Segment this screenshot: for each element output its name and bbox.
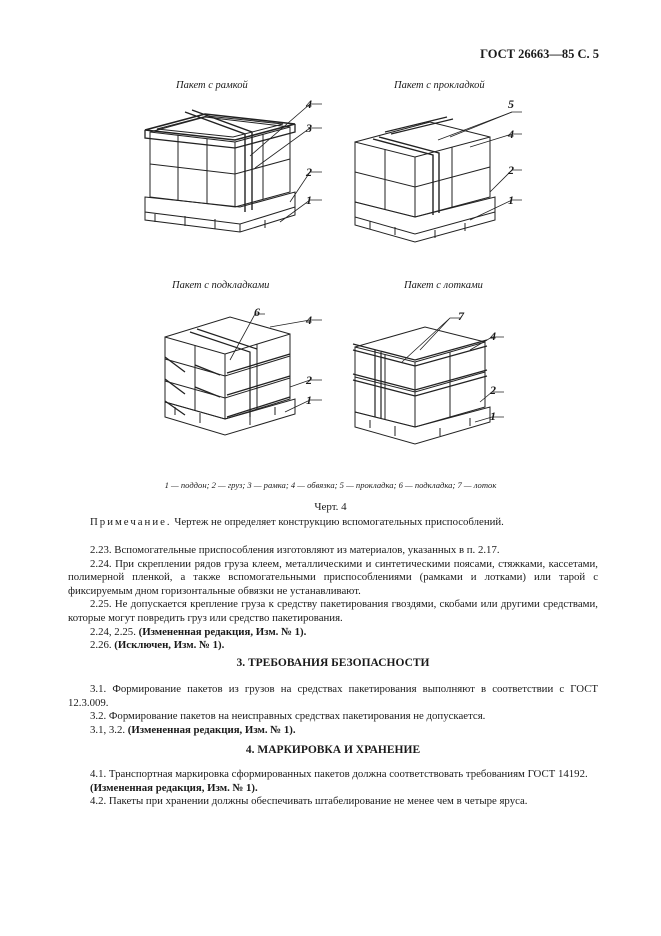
section-2-paragraphs xyxy=(68,544,598,653)
revision-number: 3.1, 3.2. xyxy=(90,723,126,736)
note-label: Примечание. xyxy=(90,516,172,528)
caption-frame-package: Пакет с рамкой xyxy=(176,80,248,91)
paragraph-2-26-number: 2.26. xyxy=(90,639,112,652)
section-3-paragraphs xyxy=(68,683,598,737)
paragraph-2-26-note: (Исключен, Изм. № 1). xyxy=(114,639,225,652)
revision-note: (Измененная редакция, Изм. № 1). xyxy=(138,625,307,638)
callout-a-3: 3 xyxy=(306,121,312,135)
drawing-frame-package xyxy=(145,110,295,232)
caption-underlay-package: Пакет с подкладками xyxy=(172,280,270,291)
note-paragraph xyxy=(68,516,598,530)
paragraph-3-1-3-2-revision xyxy=(68,724,598,738)
note-text: Чертеж не определяет конструкцию вспомогательных приспособлений. xyxy=(174,516,504,528)
revision-number: 2.24, 2.25. xyxy=(90,625,136,638)
callout-c-2: 2 xyxy=(306,373,312,387)
callout-b-5: 5 xyxy=(508,97,514,111)
callout-b-1: 1 xyxy=(508,193,514,207)
paragraph-3-2: 3.2. Формирование пакетов на неисправных средствах пакетирования не допускается. xyxy=(90,710,486,723)
callout-b-2: 2 xyxy=(508,163,514,177)
callout-c-6: 6 xyxy=(254,305,260,319)
callout-d-7: 7 xyxy=(458,309,464,323)
paragraph-2-24: 2.24. При скреплении рядов груза клеем, металлическими и синтетическими поясами, стяжками, кассетами, полимерной пленкой, а также вспомогательными приспособлениями (рамками и лотками) или тарой с фиксируемым дном горизонтальные обвязки не устанавливают. xyxy=(68,557,598,597)
callout-d-4: 4 xyxy=(490,329,496,343)
section-4-heading: 4. МАРКИРОВКА И ХРАНЕНИЕ xyxy=(245,744,421,756)
callout-a-4: 4 xyxy=(306,97,312,111)
drawing-spacer-package xyxy=(355,117,495,242)
package-drawings xyxy=(120,92,540,472)
paragraph-2-25: 2.25. Не допускается крепление груза к средству пакетирования гвоздями, скобами или другими средствами, которые могут повредить груз или средство пакетирования. xyxy=(68,598,598,624)
callout-a-1: 1 xyxy=(306,193,312,207)
paragraph-4-1: 4.1. Транспортная маркировка сформированных пакетов должна соответствовать требованиям ГОСТ 14192. xyxy=(90,768,588,780)
page-header: ГОСТ 26663—85 С. 5 xyxy=(480,47,599,61)
note xyxy=(68,516,598,530)
caption-spacer-package: Пакет с прокладкой xyxy=(394,80,485,91)
figure-number: Черт. 4 xyxy=(314,501,347,513)
paragraph-2-24-2-25-revision xyxy=(68,626,598,640)
paragraph-4-1-revision: (Измененная редакция, Изм. № 1). xyxy=(90,781,258,794)
drawing-underlay-package xyxy=(165,317,295,435)
paragraph-3-1: 3.1. Формирование пакетов из грузов на средствах пакетирования выполняют в соответствии с ГОСТ 12.3.009. xyxy=(68,683,598,709)
callout-d-2: 2 xyxy=(490,383,496,397)
callout-d-1: 1 xyxy=(490,409,496,423)
callout-b-4: 4 xyxy=(508,127,514,141)
revision-note: (Измененная редакция, Изм. № 1). xyxy=(127,723,296,736)
paragraph-4-2: 4.2. Пакеты при хранении должны обеспечивать штабелирование не менее чем в четыре яруса. xyxy=(90,795,528,808)
callout-a-2: 2 xyxy=(306,165,312,179)
paragraph-2-23: 2.23. Вспомогательные приспособления изготовляют из материалов, указанных в п. 2.17. xyxy=(90,544,500,556)
caption-tray-package: Пакет с лотками xyxy=(404,280,483,291)
section-4-paragraphs xyxy=(68,768,598,809)
figure-legend: 1 — поддон; 2 — груз; 3 — рамка; 4 — обвязка; 5 — прокладка; 6 — подкладка; 7 — лоток xyxy=(164,480,497,490)
paragraph-2-26 xyxy=(68,639,598,653)
callout-c-4: 4 xyxy=(306,313,312,327)
callout-c-1: 1 xyxy=(306,393,312,407)
section-3-heading: 3. ТРЕБОВАНИЯ БЕЗОПАСНОСТИ xyxy=(236,657,430,669)
